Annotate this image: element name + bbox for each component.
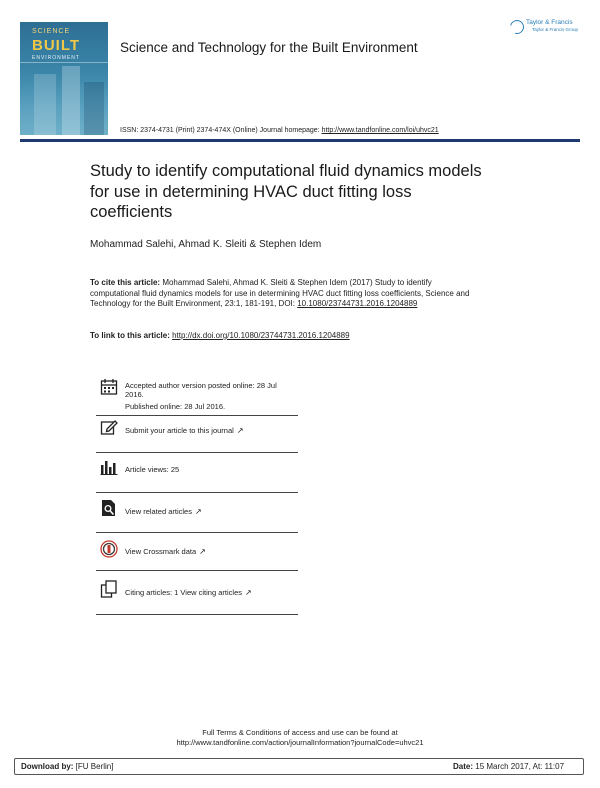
article-link-url[interactable]: http://dx.doi.org/10.1080/23744731.2016.1204889 xyxy=(172,331,350,340)
panel-divider xyxy=(96,570,298,571)
terms-url[interactable]: http://www.tandfonline.com/action/journalInformation?journalCode=uhvc21 xyxy=(176,738,424,747)
journal-title: Science and Technology for the Built Environment xyxy=(120,40,418,55)
cover-building xyxy=(62,66,80,135)
panel-divider xyxy=(96,532,298,533)
bar-chart-icon xyxy=(100,458,118,476)
publisher-logo-group: Taylor & Francis Group xyxy=(532,27,579,32)
article-link-label: To link to this article: xyxy=(90,331,173,340)
panel-divider xyxy=(96,452,298,453)
panel-divider xyxy=(96,614,298,615)
edit-icon xyxy=(100,418,118,436)
cover-title: BUILT xyxy=(32,37,81,54)
issn-line xyxy=(120,127,439,134)
accepted-date: Accepted author version posted online: 28 Jul 2016. xyxy=(125,381,277,399)
doi-link[interactable]: 10.1080/23744731.2016.1204889 xyxy=(297,299,418,309)
downloaded-by xyxy=(21,762,113,771)
cover-building xyxy=(34,74,56,135)
external-link-icon: ↗ xyxy=(236,426,244,435)
cover-divider xyxy=(20,62,108,63)
related-articles-row[interactable] xyxy=(96,494,298,534)
article-link-line xyxy=(90,331,350,340)
downloaded-by-value: [FU Berlin] xyxy=(73,762,114,771)
crossmark-icon xyxy=(100,540,118,558)
download-date-value: 15 March 2017, At: 11:07 xyxy=(473,762,565,771)
citing-articles-link[interactable] xyxy=(125,588,252,597)
download-date xyxy=(453,762,564,771)
panel-divider xyxy=(96,492,298,493)
external-link-icon: ↗ xyxy=(199,547,206,556)
submit-article-row[interactable] xyxy=(96,416,298,454)
published-date: Published online: 28 Jul 2016. xyxy=(125,402,226,411)
citing-articles-label: Citing articles: 1 View citing articles xyxy=(125,588,242,597)
issn-text: ISSN: 2374-4731 (Print) 2374-474X (Online) Journal homepage: xyxy=(120,127,322,134)
citation-block xyxy=(90,278,482,310)
cover-subtitle: ENVIRONMENT xyxy=(32,55,80,61)
terms-line: Full Terms & Conditions of access and use can be found at xyxy=(202,728,398,737)
downloaded-by-label: Download by: xyxy=(21,762,74,771)
related-articles-label: View related articles xyxy=(125,507,192,516)
external-link-icon: ↗ xyxy=(194,507,202,516)
calendar-icon xyxy=(100,378,118,396)
journal-cover-image xyxy=(20,22,108,135)
cover-building xyxy=(84,82,104,135)
copy-icon xyxy=(100,580,118,598)
article-views-row xyxy=(96,454,298,494)
citation-label: To cite this article: xyxy=(90,278,163,287)
journal-homepage-link[interactable]: http://www.tandfonline.com/loi/uhvc21 xyxy=(321,127,439,134)
publisher-logo[interactable] xyxy=(510,19,582,35)
submit-article-label: Submit your article to this journal xyxy=(125,426,234,435)
article-authors: Mohammad Salehi, Ahmad K. Sleiti & Stephen Idem xyxy=(90,239,322,250)
crossmark-label: View Crossmark data xyxy=(125,547,197,556)
related-articles-link[interactable] xyxy=(125,507,202,516)
download-info-bar xyxy=(14,758,584,775)
related-search-icon xyxy=(100,499,118,517)
submit-article-link[interactable] xyxy=(125,426,244,435)
article-title: Study to identify computational fluid dynamics models for use in determining HVAC duct fitting loss coefficients xyxy=(90,162,482,221)
external-link-icon: ↗ xyxy=(245,588,252,597)
download-date-label: Date: xyxy=(453,762,474,771)
publication-dates-row xyxy=(96,374,298,418)
crossmark-link[interactable] xyxy=(125,547,206,556)
article-views-count: Article views: 25 xyxy=(125,465,180,474)
cover-brand: SCIENCE xyxy=(32,28,71,35)
publisher-logo-name: Taylor & Francis xyxy=(526,19,573,26)
citing-articles-row[interactable] xyxy=(96,572,298,616)
crossmark-row[interactable] xyxy=(96,534,298,572)
header-rule xyxy=(20,139,580,142)
publisher-logo-icon xyxy=(507,17,526,36)
citation-text: Mohammad Salehi, Ahmad K. Sleiti & Stephen Idem (2017) Study to identify computational fluid dynamics models for use in determining HVAC duct fitting loss coefficients, Science and Technology for the Built Environment, 23:1, 181-191, DOI: xyxy=(90,278,470,309)
